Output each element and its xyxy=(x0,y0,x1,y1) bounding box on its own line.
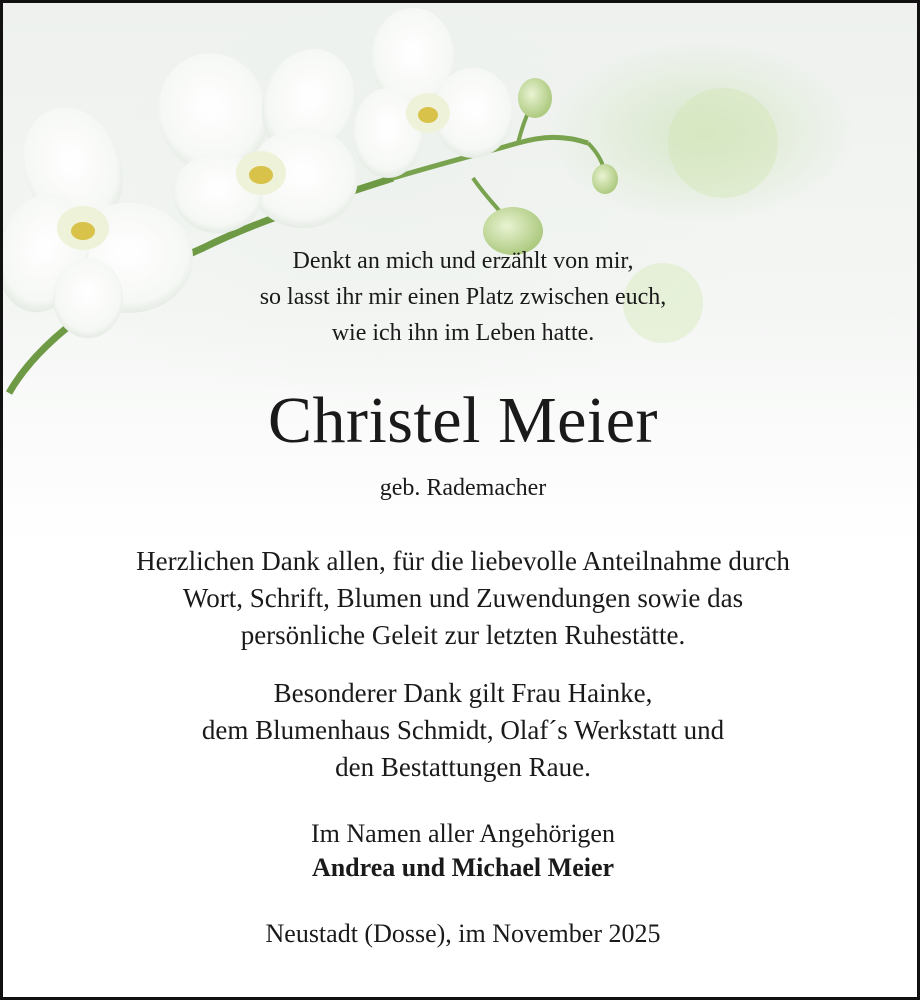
quote-line: Denkt an mich und erzählt von mir, xyxy=(292,248,634,274)
quote-line: so lasst ihr mir einen Platz zwischen euch, xyxy=(259,284,667,310)
orchid-branch-image xyxy=(3,3,920,423)
special-thanks-line: Besonderer Dank gilt Frau Hainke, xyxy=(273,678,653,708)
special-thanks-line: den Bestattungen Raue. xyxy=(335,752,591,782)
memorial-quote xyxy=(3,243,920,351)
thanks-line: persönliche Geleit zur letzten Ruhestätte. xyxy=(240,620,686,650)
family-signature xyxy=(3,817,920,885)
deceased-name: Christel Meier xyxy=(267,384,659,457)
family-names: Andrea und Michael Meier xyxy=(311,853,615,882)
special-thanks-paragraph xyxy=(3,675,920,786)
special-thanks-line: dem Blumenhaus Schmidt, Olaf´s Werkstatt und xyxy=(201,715,725,745)
maiden-name: geb. Rademacher xyxy=(379,475,547,501)
thanks-line: Herzlichen Dank allen, für die liebevolle Anteilnahme durch xyxy=(136,546,790,576)
thanks-paragraph xyxy=(3,543,920,654)
place-date: Neustadt (Dosse), im November 2025 xyxy=(265,919,661,948)
thanks-line: Wort, Schrift, Blumen und Zuwendungen sowie das xyxy=(182,583,744,613)
family-intro: Im Namen aller Angehörigen xyxy=(311,819,615,848)
quote-line: wie ich ihn im Leben hatte. xyxy=(331,320,595,346)
